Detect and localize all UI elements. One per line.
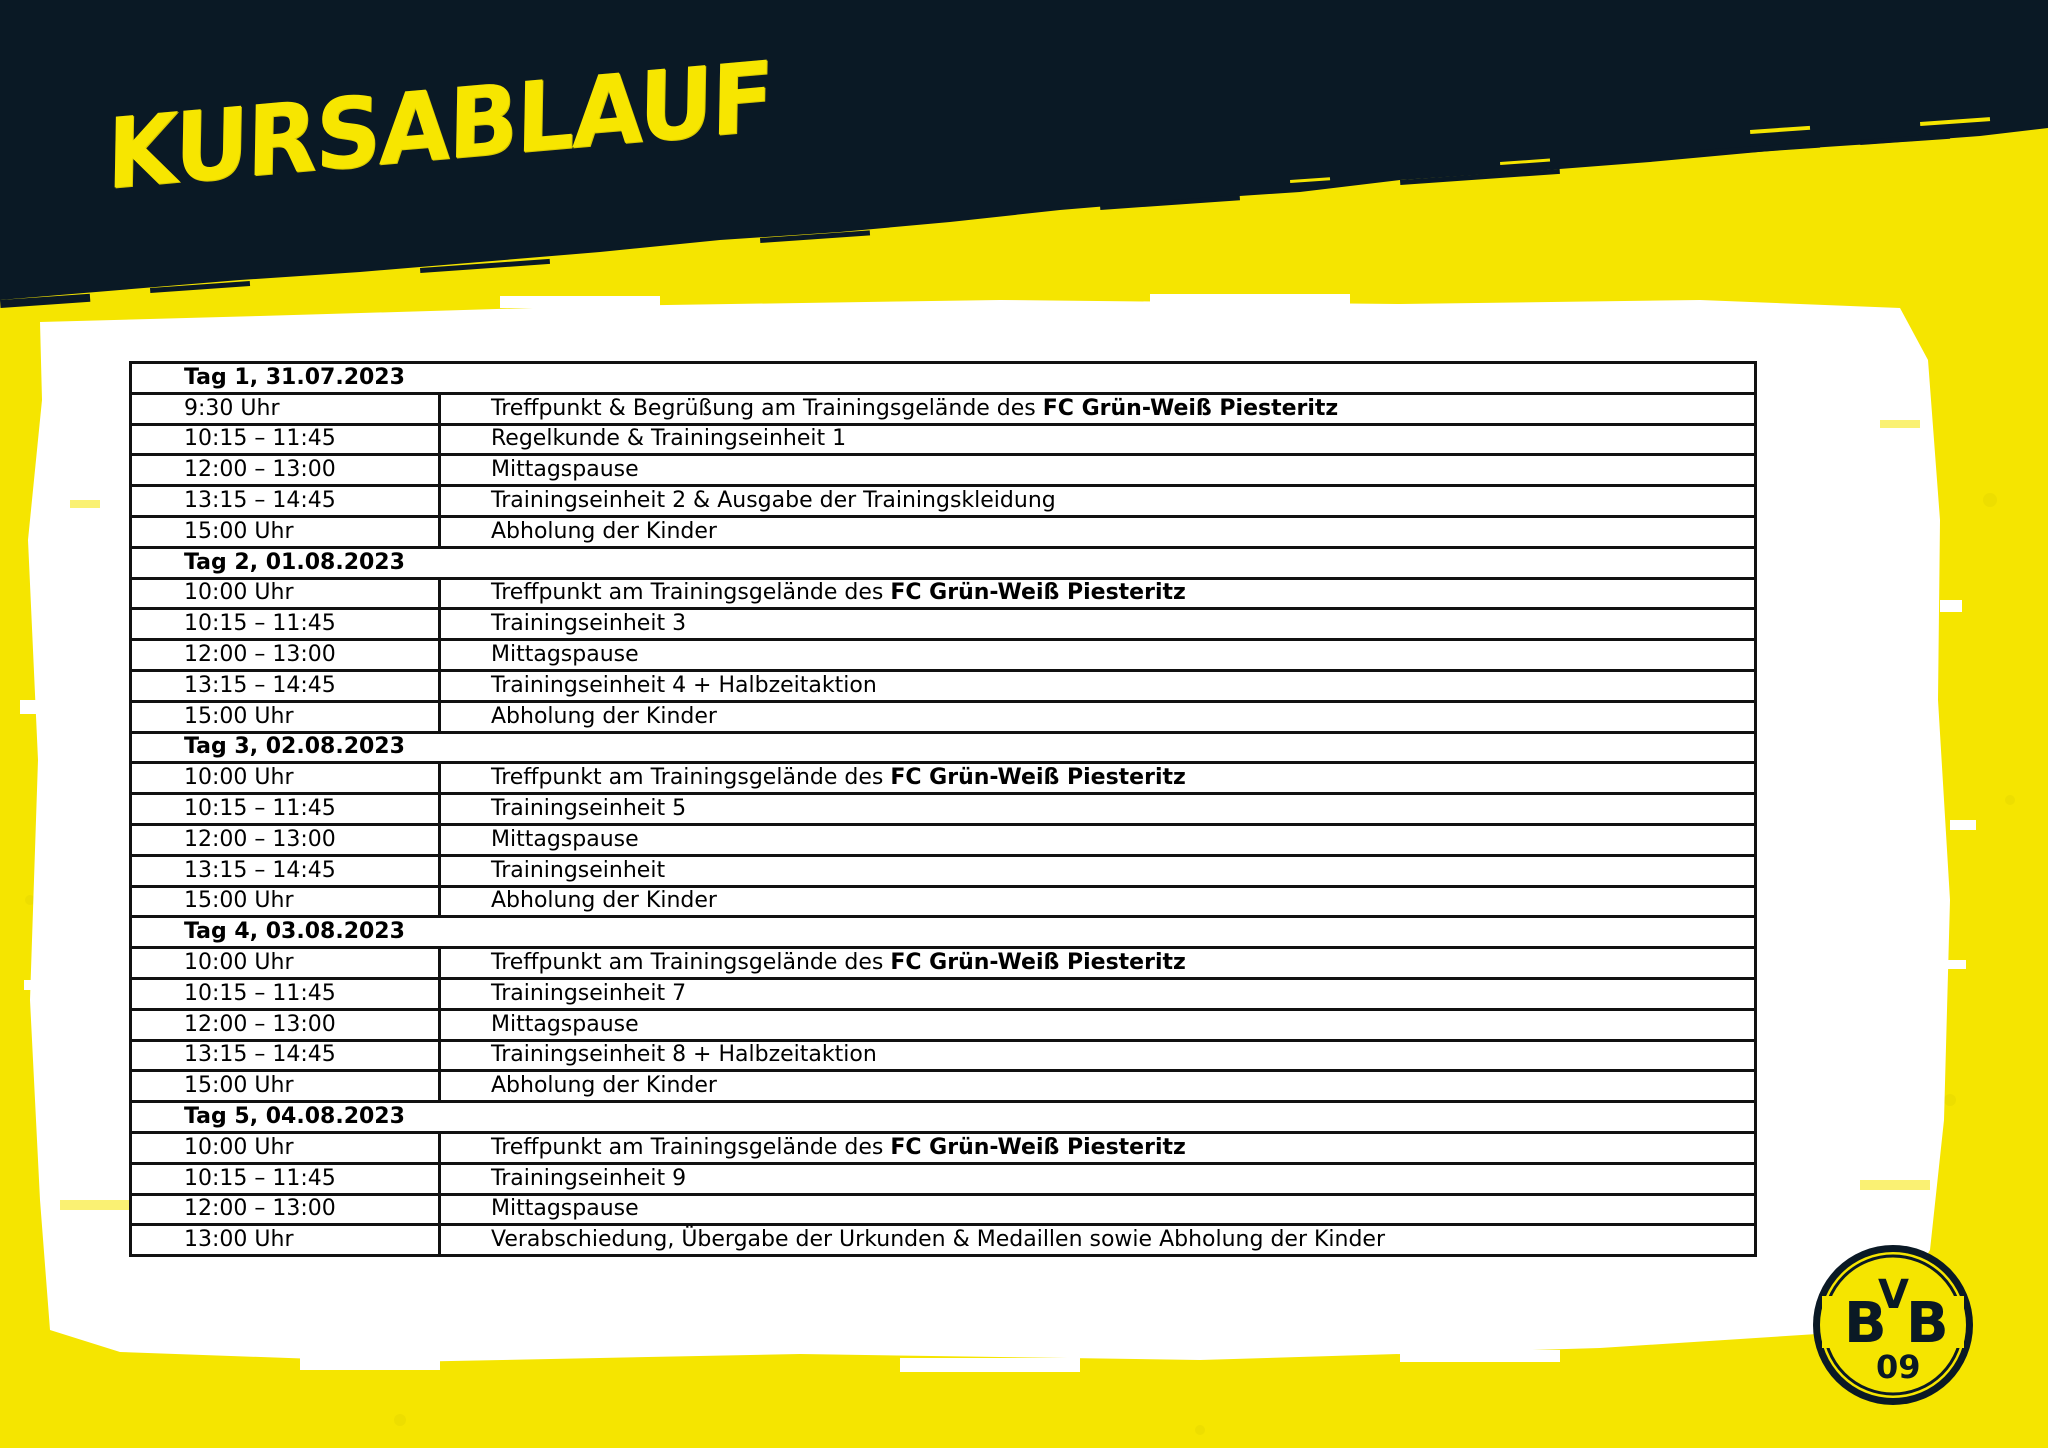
day-header-row — [131, 363, 1756, 394]
time-cell: 12:00 – 13:00 — [131, 640, 440, 671]
time-cell: 10:15 – 11:45 — [131, 424, 440, 455]
table-row — [131, 578, 1756, 609]
description-cell — [440, 578, 1756, 609]
table-row — [131, 1225, 1756, 1256]
description-text: Treffpunkt am Trainingsgelände des — [491, 765, 891, 791]
description-cell — [440, 855, 1756, 886]
day-heading: Tag 5, 04.08.2023 — [131, 1102, 1756, 1133]
table-row — [131, 948, 1756, 979]
description-cell — [440, 886, 1756, 917]
club-name: FC Grün-Weiß Piesteritz — [890, 765, 1186, 791]
description-cell — [440, 763, 1756, 794]
time-cell: 10:00 Uhr — [131, 1132, 440, 1163]
table-row — [131, 1040, 1756, 1071]
table-row — [131, 794, 1756, 825]
description-text: Trainingseinheit 5 — [491, 796, 687, 822]
time-cell: 13:15 – 14:45 — [131, 486, 440, 517]
time-cell: 10:15 – 11:45 — [131, 978, 440, 1009]
table-row — [131, 670, 1756, 701]
table-row — [131, 763, 1756, 794]
description-cell — [440, 609, 1756, 640]
description-text: Abholung der Kinder — [491, 1073, 717, 1099]
day-header-row — [131, 732, 1756, 763]
schedule-table — [129, 361, 1757, 1257]
time-cell: 13:00 Uhr — [131, 1225, 440, 1256]
logo-number: 09 — [1876, 1348, 1921, 1386]
club-name: FC Grün-Weiß Piesteritz — [890, 580, 1186, 606]
description-text: Trainingseinheit 8 + Halbzeitaktion — [491, 1042, 877, 1068]
page-title: KURSABLAUF — [105, 40, 773, 212]
description-cell — [440, 794, 1756, 825]
time-cell: 10:15 – 11:45 — [131, 794, 440, 825]
description-text: Trainingseinheit 3 — [491, 611, 687, 637]
description-cell — [440, 1225, 1756, 1256]
logo-letter-mid: V — [1878, 1272, 1909, 1318]
description-text: Verabschiedung, Übergabe der Urkunden & Medaillen sowie Abholung der Kinder — [491, 1227, 1386, 1253]
time-cell: 9:30 Uhr — [131, 393, 440, 424]
description-cell — [440, 455, 1756, 486]
description-cell — [440, 948, 1756, 979]
description-text: Mittagspause — [491, 457, 639, 483]
description-text: Mittagspause — [491, 1196, 639, 1222]
table-row — [131, 486, 1756, 517]
table-row — [131, 855, 1756, 886]
time-cell: 15:00 Uhr — [131, 701, 440, 732]
time-cell: 10:15 – 11:45 — [131, 609, 440, 640]
description-text: Trainingseinheit 9 — [491, 1165, 687, 1191]
description-cell — [440, 1163, 1756, 1194]
time-cell: 10:00 Uhr — [131, 948, 440, 979]
description-text: Mittagspause — [491, 1011, 639, 1037]
time-cell: 13:15 – 14:45 — [131, 855, 440, 886]
time-cell: 12:00 – 13:00 — [131, 824, 440, 855]
description-text: Treffpunkt am Trainingsgelände des — [491, 950, 891, 976]
table-row — [131, 701, 1756, 732]
club-name: FC Grün-Weiß Piesteritz — [1042, 395, 1339, 421]
description-text: Abholung der Kinder — [491, 518, 717, 544]
table-row — [131, 393, 1756, 424]
table-row — [131, 886, 1756, 917]
time-cell: 10:00 Uhr — [131, 763, 440, 794]
description-text: Abholung der Kinder — [491, 703, 717, 729]
time-cell: 12:00 – 13:00 — [131, 455, 440, 486]
day-heading: Tag 4, 03.08.2023 — [131, 917, 1756, 948]
table-row — [131, 516, 1756, 547]
time-cell: 10:15 – 11:45 — [131, 1163, 440, 1194]
time-cell: 10:00 Uhr — [131, 578, 440, 609]
description-cell — [440, 486, 1756, 517]
club-name: FC Grün-Weiß Piesteritz — [890, 1134, 1186, 1160]
table-row — [131, 640, 1756, 671]
table-row — [131, 1194, 1756, 1225]
description-text: Trainingseinheit 4 + Halbzeitaktion — [491, 672, 877, 698]
description-text: Trainingseinheit 2 & Ausgabe der Trainingskleidung — [491, 488, 1056, 514]
description-cell — [440, 424, 1756, 455]
description-text: Mittagspause — [491, 642, 639, 668]
day-heading: Tag 3, 02.08.2023 — [131, 732, 1756, 763]
day-header-row — [131, 1102, 1756, 1133]
day-header-row — [131, 917, 1756, 948]
description-cell — [440, 701, 1756, 732]
description-text: Treffpunkt am Trainingsgelände des — [491, 580, 891, 606]
table-row — [131, 609, 1756, 640]
description-cell — [440, 1194, 1756, 1225]
logo-letter-right: B — [1906, 1291, 1949, 1356]
bvb-logo — [1810, 1242, 1976, 1408]
description-cell — [440, 640, 1756, 671]
description-cell — [440, 824, 1756, 855]
time-cell: 12:00 – 13:00 — [131, 1009, 440, 1040]
description-cell — [440, 1009, 1756, 1040]
description-text: Abholung der Kinder — [491, 888, 717, 914]
description-text: Trainingseinheit — [491, 857, 666, 883]
table-row — [131, 424, 1756, 455]
club-name: FC Grün-Weiß Piesteritz — [890, 950, 1186, 976]
day-header-row — [131, 547, 1756, 578]
description-cell — [440, 978, 1756, 1009]
table-row — [131, 824, 1756, 855]
time-cell: 15:00 Uhr — [131, 886, 440, 917]
time-cell: 12:00 – 13:00 — [131, 1194, 440, 1225]
table-row — [131, 1163, 1756, 1194]
description-cell — [440, 1040, 1756, 1071]
description-text: Treffpunkt & Begrüßung am Trainingsgelände des — [491, 395, 1043, 421]
description-text: Trainingseinheit 7 — [491, 980, 687, 1006]
logo-letter-left: B — [1844, 1291, 1887, 1356]
table-row — [131, 455, 1756, 486]
time-cell: 13:15 – 14:45 — [131, 1040, 440, 1071]
description-cell — [440, 516, 1756, 547]
day-heading: Tag 1, 31.07.2023 — [131, 363, 1756, 394]
table-row — [131, 1071, 1756, 1102]
day-heading: Tag 2, 01.08.2023 — [131, 547, 1756, 578]
time-cell: 15:00 Uhr — [131, 1071, 440, 1102]
description-cell — [440, 393, 1756, 424]
description-text: Treffpunkt am Trainingsgelände des — [491, 1134, 891, 1160]
table-row — [131, 978, 1756, 1009]
time-cell: 13:15 – 14:45 — [131, 670, 440, 701]
table-row — [131, 1009, 1756, 1040]
description-cell — [440, 670, 1756, 701]
time-cell: 15:00 Uhr — [131, 516, 440, 547]
description-text: Mittagspause — [491, 826, 639, 852]
description-cell — [440, 1071, 1756, 1102]
description-cell — [440, 1132, 1756, 1163]
table-row — [131, 1132, 1756, 1163]
description-text: Regelkunde & Trainingseinheit 1 — [491, 426, 847, 452]
